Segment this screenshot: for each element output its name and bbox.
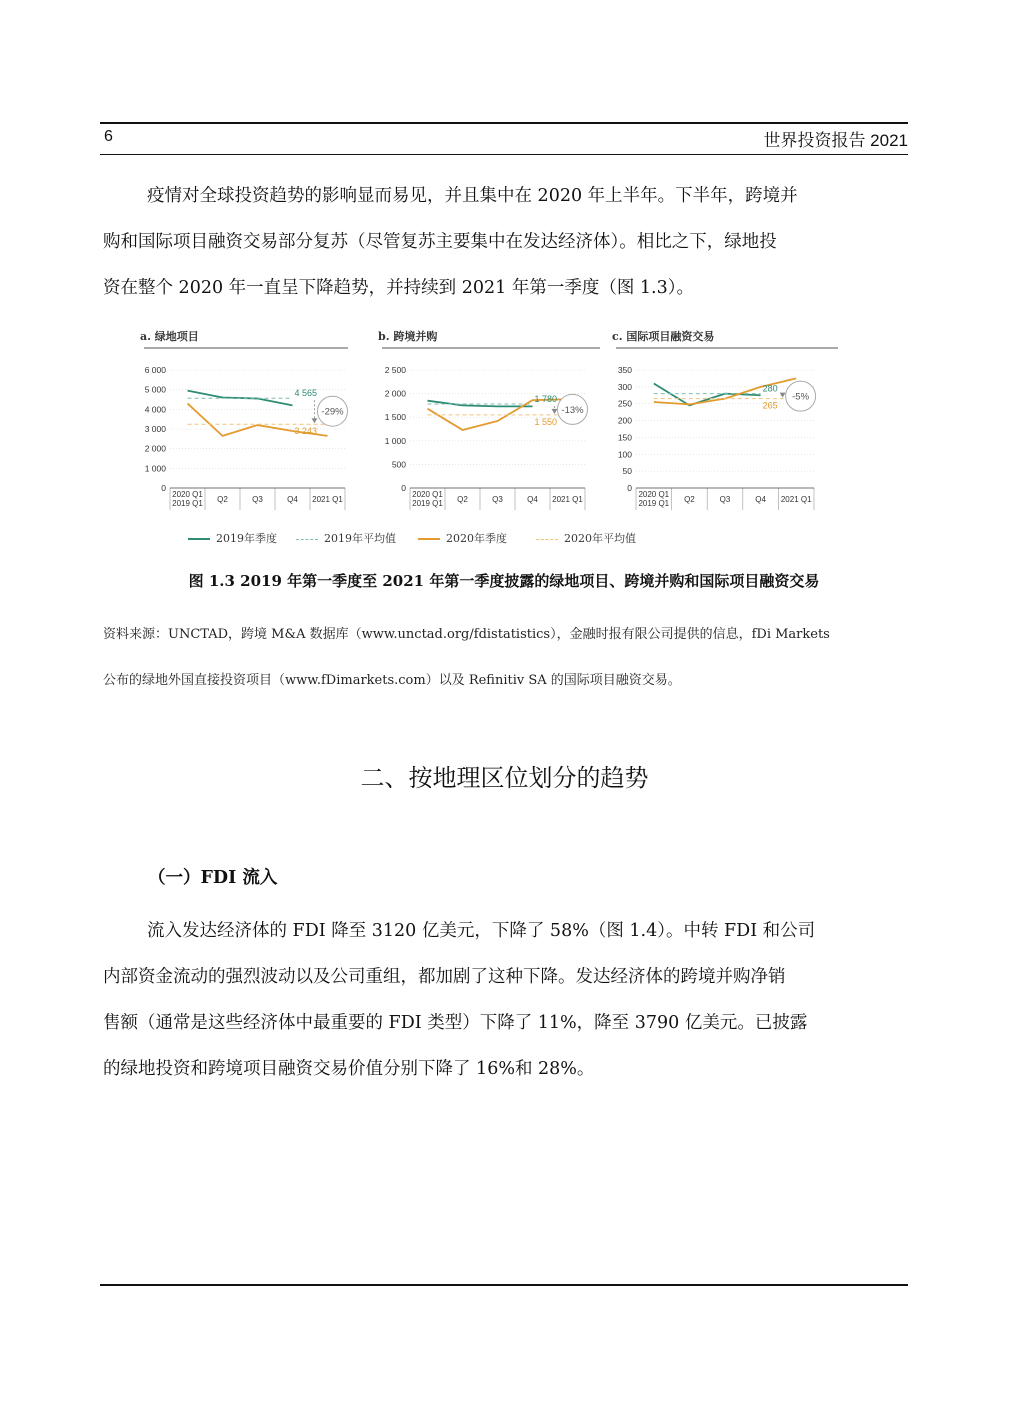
chart-svg — [612, 328, 848, 513]
x-tick-label: 2020 Q1 — [172, 490, 203, 499]
section-heading: 二、按地理区位划分的趋势 — [360, 764, 649, 792]
paragraph-line: 疫情对全球投资趋势的影响显而易见，并且集中在 2020 年上半年。下半年，跨境并 — [147, 186, 798, 206]
y-tick-label: 3 000 — [144, 424, 166, 434]
legend-label: 2019年平均值 — [324, 532, 396, 545]
x-tick-label: Q2 — [217, 495, 228, 504]
page-number: 6 — [104, 128, 113, 145]
subsection-heading: （一）FDI 流入 — [148, 868, 278, 888]
footer-rule — [100, 1284, 908, 1286]
x-tick-label: 2019 Q1 — [638, 499, 670, 508]
chart-svg — [378, 328, 608, 513]
avg-2019-label: 1 780 — [534, 393, 558, 404]
legend-swatch — [296, 539, 318, 540]
legend-item — [188, 530, 277, 546]
x-tick-label: Q2 — [684, 495, 695, 504]
chart-svg — [140, 328, 370, 513]
x-tick-label: 2021 Q1 — [780, 495, 812, 504]
x-tick-label: 2020 Q1 — [412, 490, 443, 499]
y-tick-label: 1 000 — [144, 463, 166, 474]
chart-legend — [188, 530, 748, 550]
chart-greenfield — [140, 328, 370, 513]
y-tick-label: 1 500 — [384, 412, 406, 423]
avg-2019-label: 4 565 — [294, 388, 318, 399]
y-tick-label: 6 000 — [144, 365, 166, 375]
intro-paragraph — [103, 173, 903, 311]
legend-swatch — [536, 539, 558, 540]
legend-item — [296, 530, 396, 546]
x-tick-label: Q4 — [287, 495, 298, 504]
x-tick-label: Q4 — [527, 495, 538, 504]
x-tick-label: 2021 Q1 — [552, 495, 583, 504]
y-tick-label: 4 000 — [144, 404, 166, 415]
y-tick-label: 0 — [161, 483, 166, 493]
chart-title: c. 国际项目融资交易 — [612, 330, 715, 343]
x-tick-label: Q3 — [719, 495, 731, 504]
chart-title: b. 跨境并购 — [378, 330, 438, 343]
x-tick-label: Q4 — [755, 495, 766, 504]
y-tick-label: 5 000 — [144, 384, 166, 395]
y-tick-label: 0 — [627, 483, 632, 493]
legend-swatch — [418, 538, 440, 540]
legend-label: 2020年平均值 — [564, 532, 636, 545]
paragraph-line: 资在整个 2020 年一直呈下降趋势，并持续到 2021 年第一季度（图 1.3）。 — [103, 278, 694, 298]
source-note — [103, 612, 903, 704]
source-line: 资料来源：UNCTAD，跨境 M&A 数据库（www.unctad.org/fdistatistics），金融时报有限公司提供的信息，fDi Markets — [103, 627, 830, 642]
change-label: -13% — [561, 404, 584, 416]
y-tick-label: 150 — [617, 432, 632, 443]
legend-label: 2019年季度 — [216, 532, 277, 545]
legend-label: 2020年季度 — [446, 532, 507, 545]
paragraph-line: 内部资金流动的强烈波动以及公司重组，都加剧了这种下降。发达经济体的跨境并购净销 — [103, 967, 786, 987]
y-tick-label: 300 — [617, 381, 632, 392]
x-tick-label: 2019 Q1 — [412, 499, 443, 508]
running-header — [100, 122, 908, 155]
legend-item — [536, 530, 636, 546]
y-tick-label: 500 — [391, 459, 406, 470]
paragraph-line: 流入发达经济体的 FDI 降至 3120 亿美元，下降了 58%（图 1.4）。中转 FDI 和公司 — [147, 921, 816, 941]
change-arrowhead — [780, 393, 786, 398]
change-label: -29% — [321, 406, 344, 418]
figure-1-3 — [100, 328, 908, 558]
change-label: -5% — [792, 391, 810, 403]
report-title: 世界投资报告 2021 — [763, 131, 908, 150]
x-tick-label: Q2 — [457, 495, 468, 504]
change-arrowhead — [312, 418, 318, 423]
body-paragraph — [103, 908, 903, 1092]
paragraph-line: 购和国际项目融资交易部分复苏（尽管复苏主要集中在发达经济体）。相比之下，绿地投 — [103, 232, 777, 252]
source-line: 公布的绿地外国直接投资项目（www.fDimarkets.com）以及 Refinitiv SA 的国际项目融资交易。 — [103, 673, 681, 688]
y-tick-label: 50 — [622, 466, 632, 477]
avg-2020-label: 1 550 — [534, 416, 558, 427]
figure-caption: 图 1.3 2019 年第一季度至 2021 年第一季度披露的绿地项目、跨境并购和国际项目融资交易 — [188, 572, 820, 590]
x-tick-label: Q3 — [252, 495, 263, 504]
x-tick-label: 2019 Q1 — [172, 499, 203, 508]
chart-project-finance — [612, 328, 848, 513]
x-tick-label: 2021 Q1 — [312, 495, 343, 504]
paragraph-line: 售额（通常是这些经济体中最重要的 FDI 类型）下降了 11%，降至 3790 亿美元。已披露 — [103, 1013, 808, 1033]
chart-cross-border-ma — [378, 328, 608, 513]
x-tick-label: 2020 Q1 — [638, 490, 670, 499]
y-tick-label: 2 000 — [144, 443, 166, 454]
y-tick-label: 2 000 — [384, 388, 406, 399]
y-tick-label: 1 000 — [384, 435, 406, 446]
y-tick-label: 100 — [617, 449, 632, 460]
chart-title: a. 绿地项目 — [140, 330, 199, 343]
x-tick-label: Q3 — [492, 495, 503, 504]
y-tick-label: 2 500 — [384, 365, 406, 375]
y-tick-label: 200 — [617, 415, 632, 426]
avg-2019-label: 280 — [762, 383, 778, 394]
avg-2020-label: 3 243 — [294, 426, 318, 437]
y-tick-label: 250 — [617, 398, 632, 409]
change-arrowhead — [552, 409, 558, 414]
y-tick-label: 0 — [401, 483, 406, 493]
avg-2020-label: 265 — [762, 400, 778, 411]
legend-item — [418, 530, 507, 546]
y-tick-label: 350 — [617, 365, 632, 375]
legend-swatch — [188, 538, 210, 540]
paragraph-line: 的绿地投资和跨境项目融资交易价值分别下降了 16%和 28%。 — [103, 1059, 595, 1079]
